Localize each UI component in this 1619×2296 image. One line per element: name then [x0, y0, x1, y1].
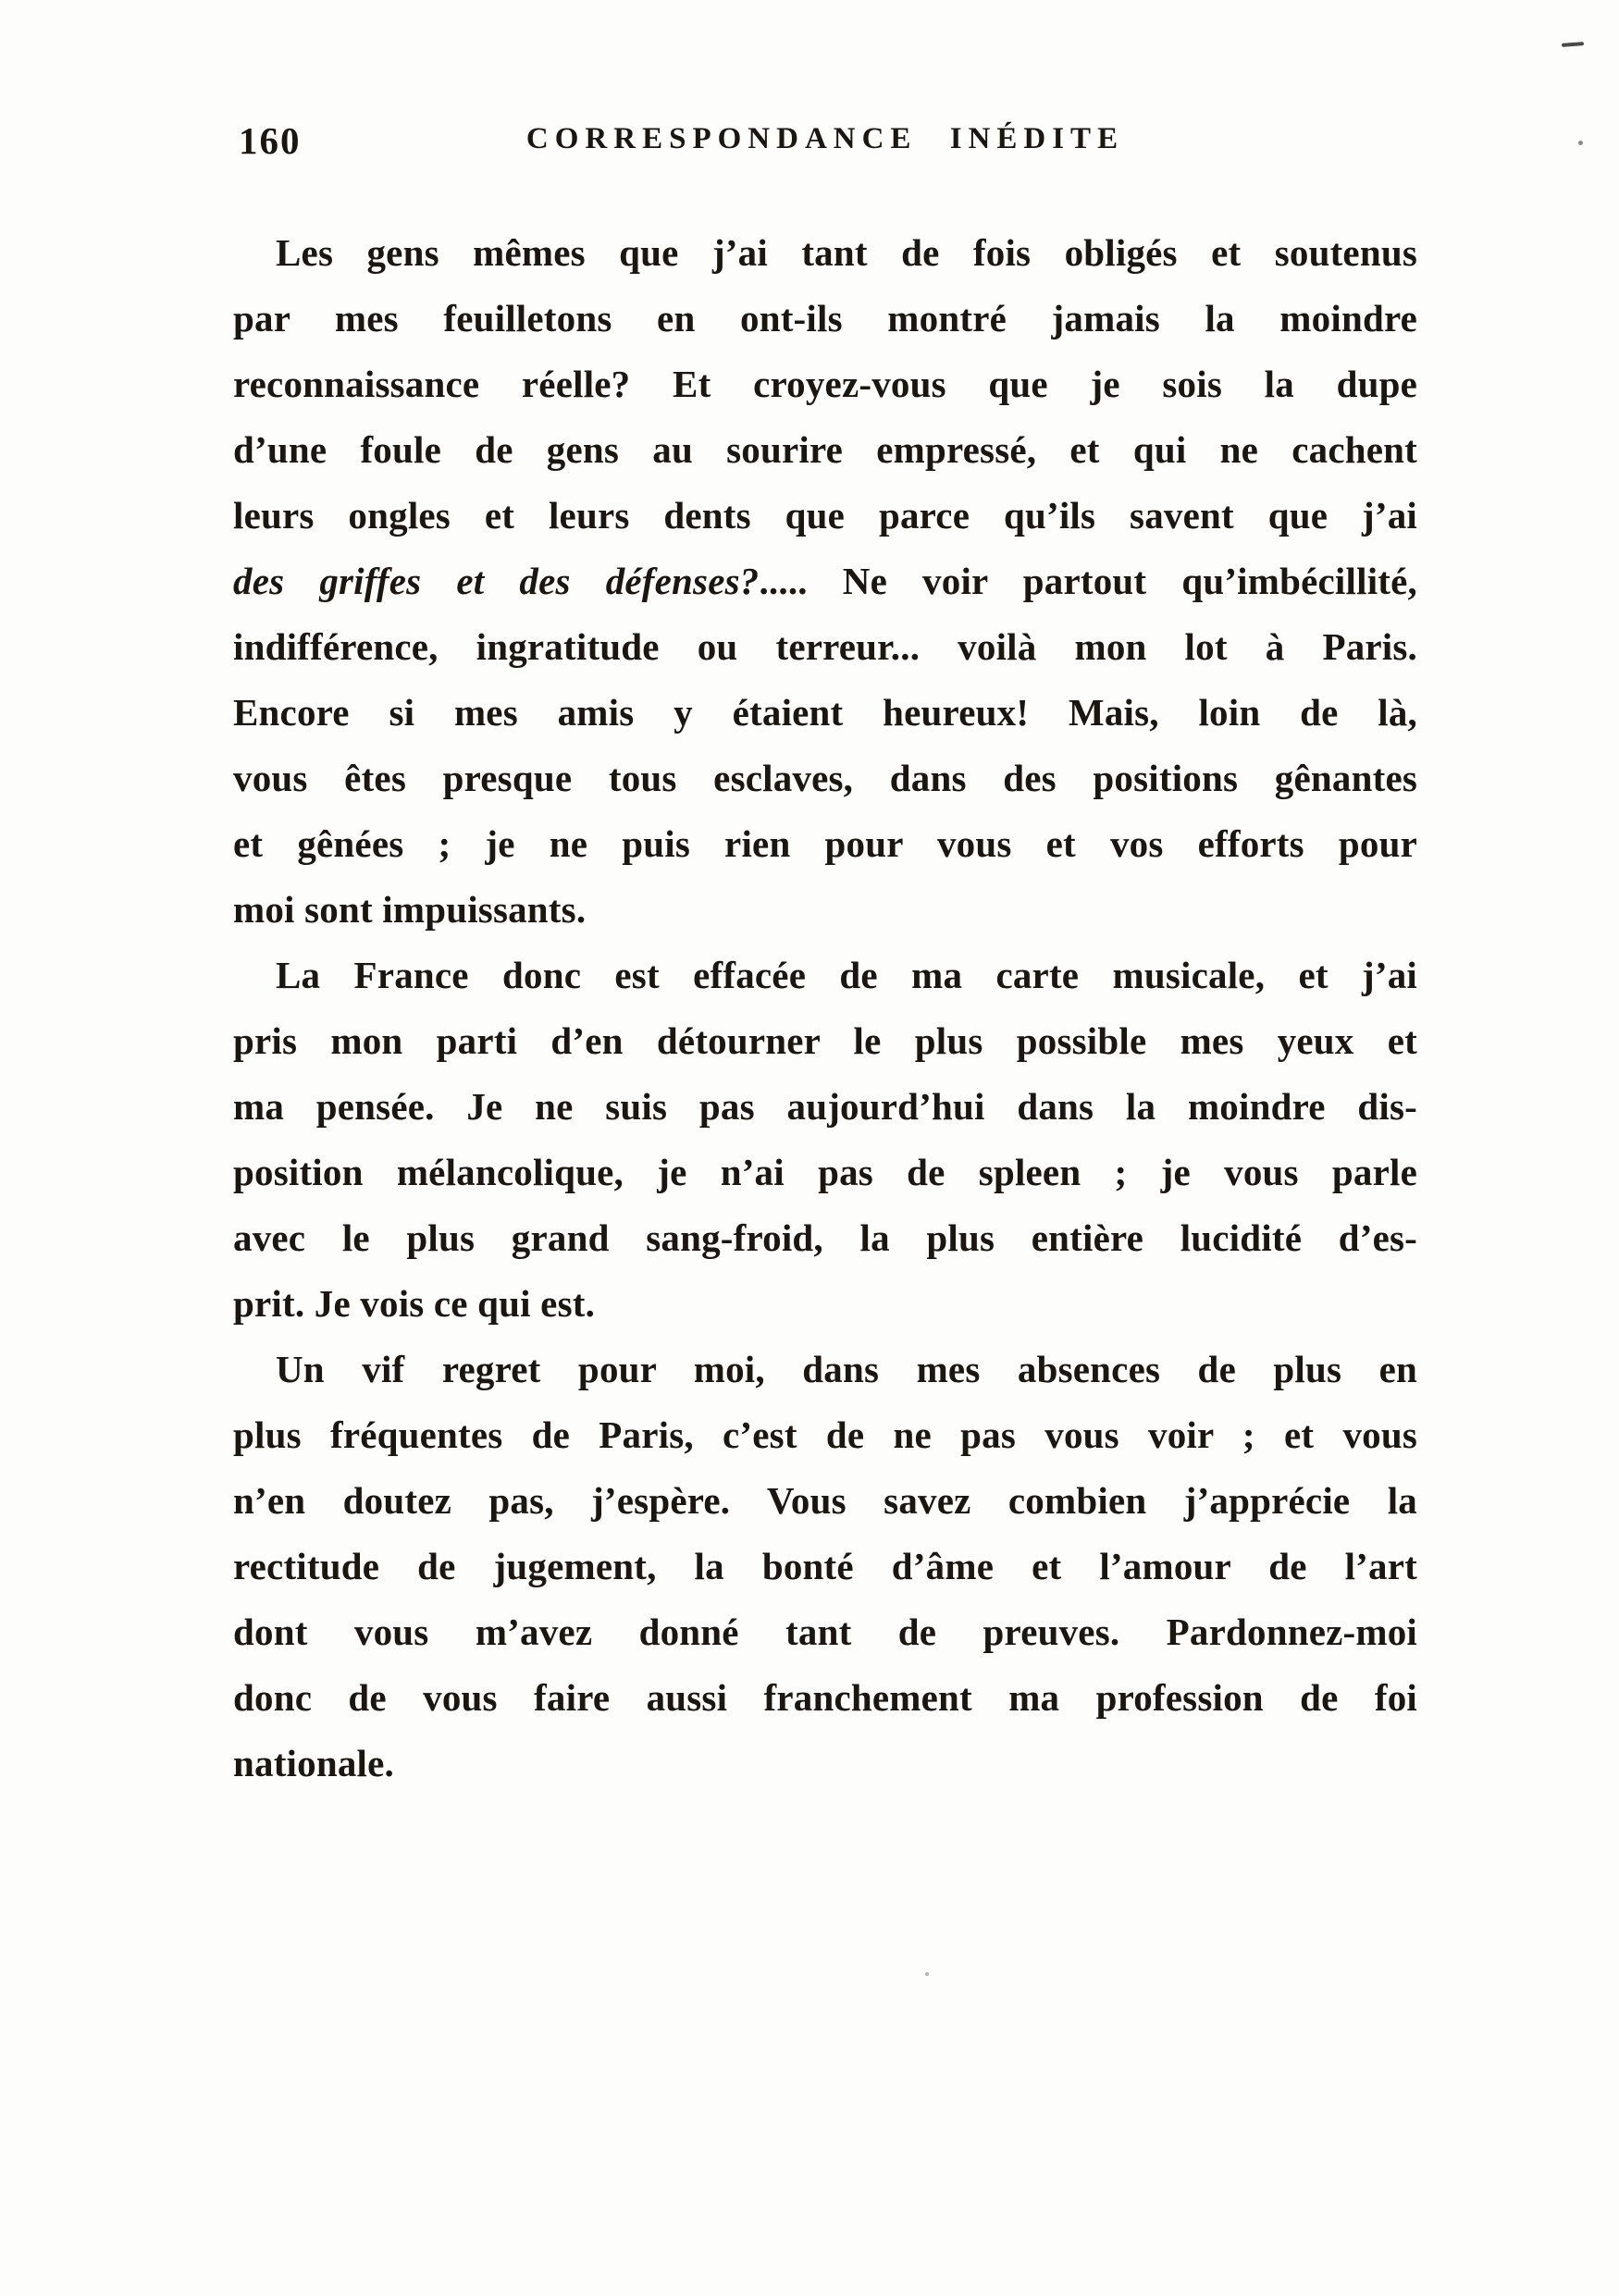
- text-line: leurs ongles et leurs dents que parce qu’ils savent que j’ai: [233, 494, 1417, 537]
- text-line: Un vif regret pour moi, dans mes absences de plus en: [276, 1348, 1417, 1390]
- ink-mark-artifact: [1562, 42, 1584, 47]
- text-line: pris mon parti d’en détourner le plus possible mes yeux et: [233, 1019, 1417, 1062]
- text-line: n’en doutez pas, j’espère. Vous savez combien j’apprécie la: [233, 1479, 1417, 1522]
- text-line-with-italic: [233, 549, 1417, 614]
- text-line: position mélancolique, je n’ai pas de spleen ; je vous parle: [233, 1151, 1417, 1193]
- text-line: rectitude de jugement, la bonté d’âme et l’amour de l’art: [233, 1545, 1417, 1587]
- text-line: La France donc est effacée de ma carte musicale, et j’ai: [276, 954, 1417, 996]
- text-line: donc de vous faire aussi franchement ma profession de foi: [233, 1676, 1417, 1719]
- ink-dot-artifact: [1578, 141, 1583, 145]
- page-number: 160: [239, 119, 302, 162]
- text-line: plus fréquentes de Paris, c’est de ne pas vous voir ; et vous: [233, 1413, 1417, 1456]
- text-line: Les gens mêmes que j’ai tant de fois obligés et soutenus: [276, 231, 1417, 274]
- text-line: par mes feuilletons en ont-ils montré jamais la moindre: [233, 297, 1417, 339]
- text-line: nationale.: [233, 1742, 394, 1784]
- text-line: indifférence, ingratitude ou terreur... voilà mon lot à Paris.: [233, 625, 1417, 668]
- ink-dot-artifact: [925, 1972, 929, 1976]
- text-line: prit. Je vois ce qui est.: [233, 1282, 596, 1325]
- text-line: dont vous m’avez donné tant de preuves. Pardonnez-moi: [233, 1611, 1417, 1653]
- text-line: avec le plus grand sang-froid, la plus entière lucidité d’es-: [233, 1216, 1417, 1259]
- text-line: et gênées ; je ne puis rien pour vous et vos efforts pour: [233, 822, 1417, 865]
- text-line: d’une foule de gens au sourire empressé, et qui ne cachent: [233, 428, 1417, 471]
- text-line: moi sont impuissants.: [233, 888, 587, 931]
- running-header: [233, 118, 1417, 174]
- text-line: Encore si mes amis y étaient heureux! Mais, loin de là,: [233, 691, 1417, 734]
- text-line: ma pensée. Je ne suis pas aujourd’hui dans la moindre dis-: [233, 1085, 1417, 1128]
- italic-phrase: des griffes et des défenses?: [233, 560, 760, 602]
- text-line: reconnaissance réelle? Et croyez-vous que je sois la dupe: [233, 363, 1417, 405]
- text-line: vous êtes presque tous esclaves, dans des positions gênantes: [233, 757, 1417, 799]
- after-italic-text: ..... Ne voir partout qu’imbécillité,: [759, 560, 1417, 602]
- text-block: [233, 220, 1417, 1796]
- running-title: CORRESPONDANCE INÉDITE: [525, 122, 1125, 155]
